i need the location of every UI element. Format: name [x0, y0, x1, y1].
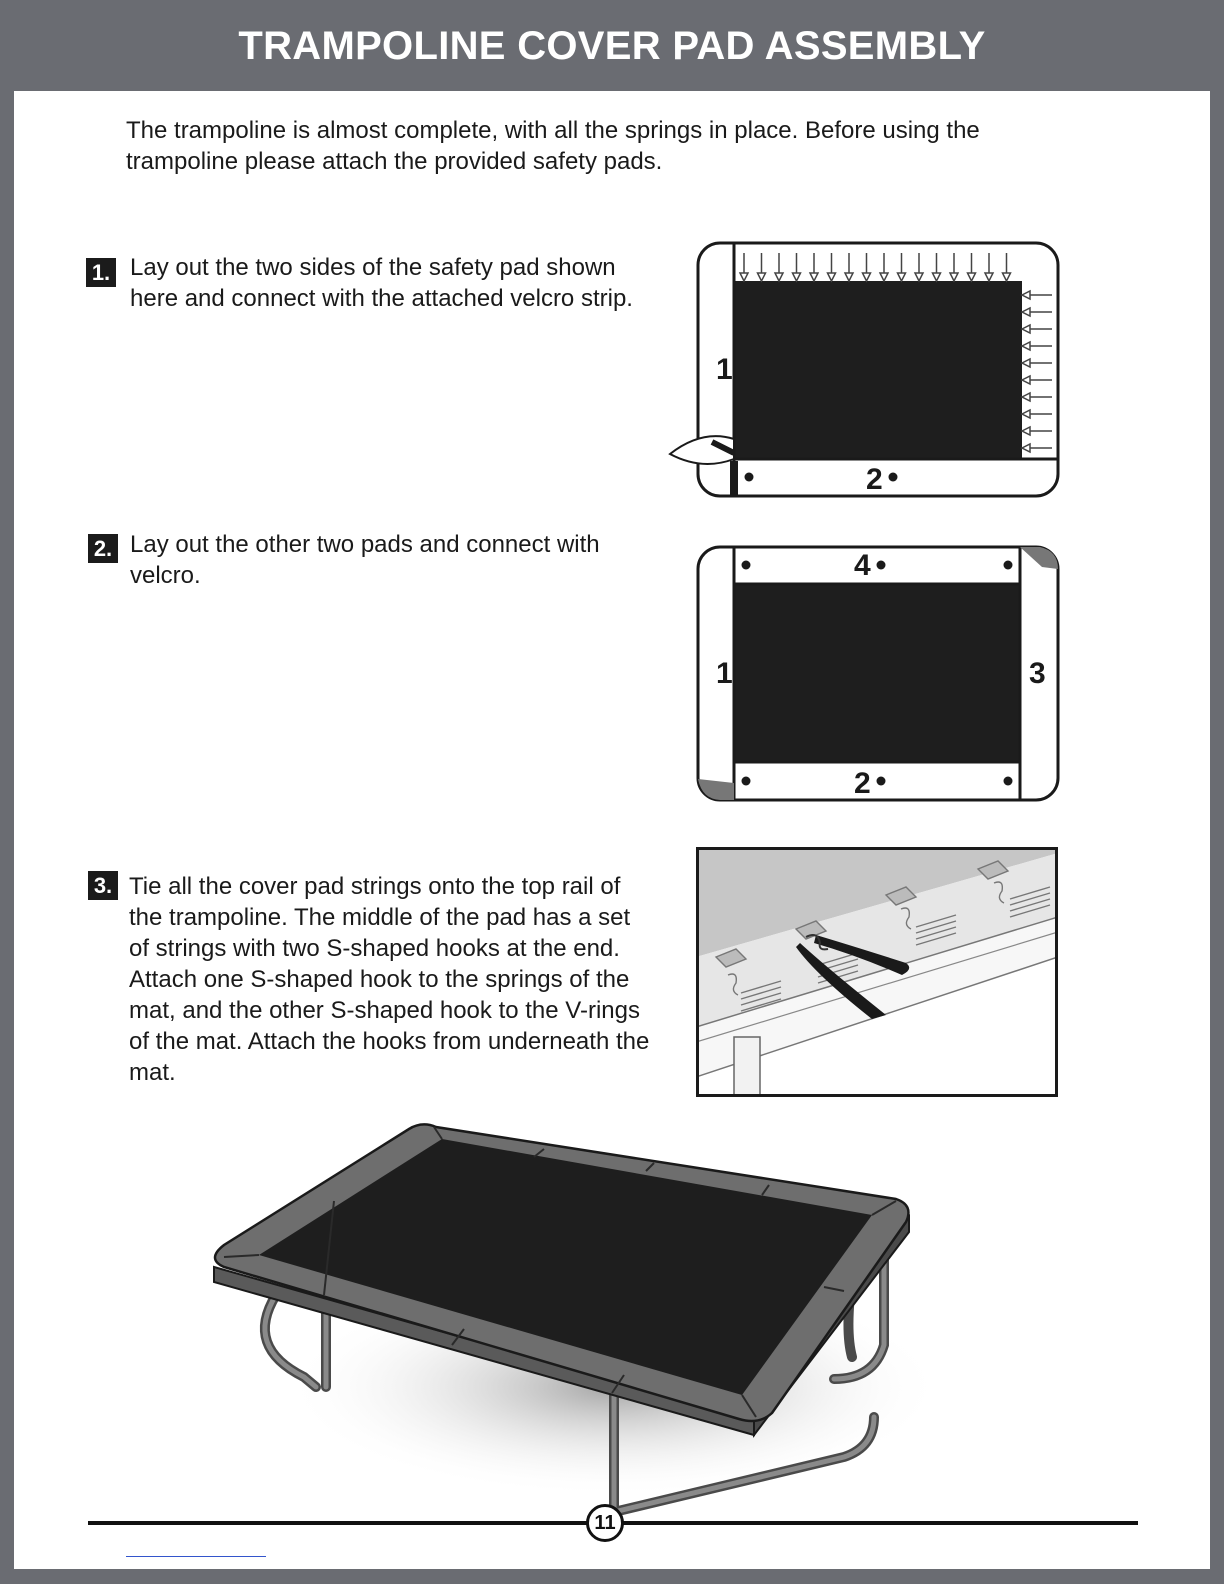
fig2-label-4: 4 — [854, 549, 871, 582]
step-1-text: Lay out the two sides of the safety pad shown here and connect with the attached velcro strip. — [130, 254, 633, 312]
page-title: TRAMPOLINE COVER PAD ASSEMBLY — [238, 23, 986, 68]
link-underline — [126, 1556, 266, 1557]
fig1-label-2: 2 — [866, 463, 883, 496]
fig2-label-3: 3 — [1029, 657, 1046, 690]
fig1-label-1: 1 — [716, 353, 733, 386]
page-number: 11 — [586, 1504, 624, 1542]
step-1-badge: 1. — [86, 258, 116, 287]
step-3-text: Tie all the cover pad strings onto the top rail of the trampoline. The middle of the pad has a set of strings with two S-shaped hooks at the end. Attach one S-shaped hook to the springs of the mat, and the other S-shaped hook to the V-rings of the mat. Attach the hooks from underneath the mat. — [129, 873, 650, 1086]
page-content — [14, 91, 1210, 1569]
intro-paragraph: The trampoline is almost complete, with all the springs in place. Before using the trampoline please attach the provided safety pads. — [126, 117, 980, 175]
trampoline-illustration — [184, 1117, 964, 1517]
step-2-badge: 2. — [88, 534, 118, 563]
step-2-figure — [662, 543, 1062, 805]
step-3-figure — [696, 847, 1058, 1097]
fig2-label-1: 1 — [716, 657, 733, 690]
fig2-label-2: 2 — [854, 767, 871, 800]
step-1-figure — [662, 239, 1062, 501]
step-2-text: Lay out the other two pads and connect with velcro. — [130, 531, 600, 589]
page-header — [0, 0, 1224, 92]
step-3-badge: 3. — [88, 871, 118, 900]
